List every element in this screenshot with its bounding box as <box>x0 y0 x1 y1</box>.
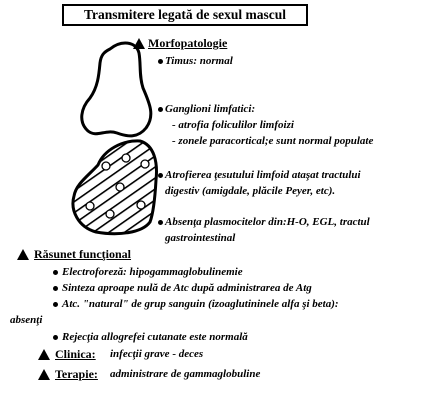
follicle-circle <box>106 210 114 218</box>
timus-text: Timus: normal <box>165 55 233 67</box>
clinica-value: infecţii grave - deces <box>110 348 204 360</box>
lymph-node-illustration <box>60 135 170 245</box>
atrofiere-line-1: Atrofierea ţesutului limfoid ataşat tractului <box>165 169 361 181</box>
atrofiere-line-2: digestiv (amigdale, plăcile Peyer, etc). <box>165 185 336 197</box>
dot-bullet-icon <box>158 173 163 178</box>
follicle-circle <box>116 183 124 191</box>
dot-bullet-icon <box>53 302 58 307</box>
follicle-circle <box>141 160 149 168</box>
follicle-circle <box>122 154 130 162</box>
terapie-value: administrare de gammaglobuline <box>110 368 261 380</box>
ganglioni-item: - atrofia foliculilor limfoizi <box>172 119 294 131</box>
triangle-bullet-icon <box>133 38 145 49</box>
rasunet-item-continuation: absenţi <box>10 314 43 326</box>
triangle-bullet-icon <box>38 349 50 360</box>
rasunet-heading: Răsunet funcţional <box>34 247 132 261</box>
ganglioni-heading: Ganglioni limfatici: <box>165 103 256 115</box>
follicle-circle <box>137 201 145 209</box>
absenta-line-2: gastrointestinal <box>165 232 236 244</box>
clinica-label: Clinica: <box>55 347 96 361</box>
triangle-bullet-icon <box>38 369 50 380</box>
dot-bullet-icon <box>53 335 58 340</box>
dot-bullet-icon <box>158 107 163 112</box>
terapie-label: Terapie: <box>55 367 98 381</box>
dot-bullet-icon <box>53 270 58 275</box>
dot-bullet-icon <box>53 286 58 291</box>
follicle-circle <box>102 162 110 170</box>
ganglioni-item: - zonele paracortical;e sunt normal populate <box>172 135 374 147</box>
triangle-bullet-icon <box>17 249 29 260</box>
page-title: Transmitere legată de sexul mascul <box>62 4 308 26</box>
rasunet-item: Atc. "natural" de grup sanguin (izoaglutininele alfa şi beta): <box>62 298 339 310</box>
rasunet-item: Sinteza aproape nulă de Atc după administrarea de Atg <box>62 282 312 294</box>
rasunet-item: Rejecţia allogrefei cutanate este normală <box>62 331 248 343</box>
follicle-circle <box>86 202 94 210</box>
thymus-outline <box>82 43 151 136</box>
morfopatologie-heading: Morfopatologie <box>148 36 228 50</box>
dot-bullet-icon <box>158 59 163 64</box>
dot-bullet-icon <box>158 220 163 225</box>
absenta-line-1: Absenţa plasmocitelor din:H-O, EGL, tractul <box>165 216 370 228</box>
rasunet-item: Electroforeză: hipogammaglobulinemie <box>62 266 243 278</box>
